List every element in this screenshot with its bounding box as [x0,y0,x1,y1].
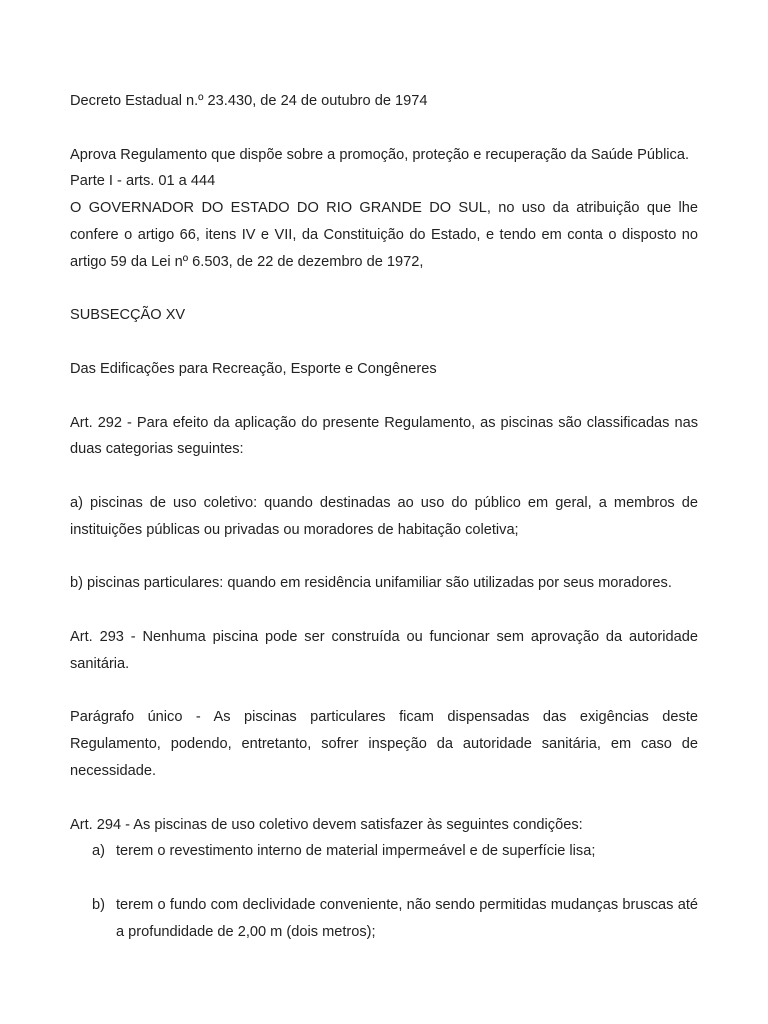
spacer [70,276,698,303]
decree-title: Decreto Estadual n.º 23.430, de 24 de outubro de 1974 [70,93,428,109]
spacer [70,678,698,705]
spacer [70,785,698,812]
spacer [70,329,698,356]
article-293: Art. 293 - Nenhuma piscina pode ser construída ou funcionar sem aprovação da autoridade sanitária. [70,628,698,672]
article-294: Art. 294 - As piscinas de uso coletivo devem satisfazer às seguintes condições: [70,816,583,833]
spacer [70,463,698,490]
list-item-text: terem o fundo com declividade conveniente, não sendo permitidas mudanças bruscas até a profundidade de 2,00 m (dois metros); [116,896,698,940]
article-294-item-b [70,892,698,946]
list-marker: a) [92,843,105,860]
article-292-item-b: b) piscinas particulares: quando em residência unifamiliar são utilizadas por seus moradores. [70,575,672,592]
spacer [70,383,698,410]
list-item-text: terem o revestimento interno de material impermeável e de superfície lisa; [116,843,596,860]
article-294-item-a [70,838,698,865]
subsection-title: Das Edificações para Recreação, Esporte e Congêneres [70,360,437,377]
decree-preambulo: O GOVERNADOR DO ESTADO DO RIO GRANDE DO SUL, no uso da atribuição que lhe confere o artigo 66, itens IV e VII, da Constituição do Estado, e tendo em conta o disposto no artigo 59 da Lei nº 6.503, de 22 de dezembro de 1972, [70,200,698,270]
subsection-heading: SUBSECÇÃO XV [70,307,186,324]
article-292: Art. 292 - Para efeito da aplicação do presente Regulamento, as piscinas são classificadas nas duas categorias seguintes: [70,414,698,458]
spacer [70,597,698,624]
spacer [70,115,698,142]
decree-parte: Parte I - arts. 01 a 444 [70,173,216,190]
spacer [70,865,698,892]
article-292-item-a: a) piscinas de uso coletivo: quando destinadas ao uso do público em geral, a membros de instituições públicas ou privadas ou moradores de habitação coletiva; [70,494,698,538]
document-page [70,88,698,946]
spacer [70,544,698,571]
list-marker: b) [92,896,105,913]
paragrafo-unico: Parágrafo único - As piscinas particulares ficam dispensadas das exigências deste Regulamento, podendo, entretanto, sofrer inspeção da autoridade sanitária, em caso de necessidade. [70,709,698,779]
decree-ementa: Aprova Regulamento que dispõe sobre a promoção, proteção e recuperação da Saúde Pública. [70,146,690,163]
